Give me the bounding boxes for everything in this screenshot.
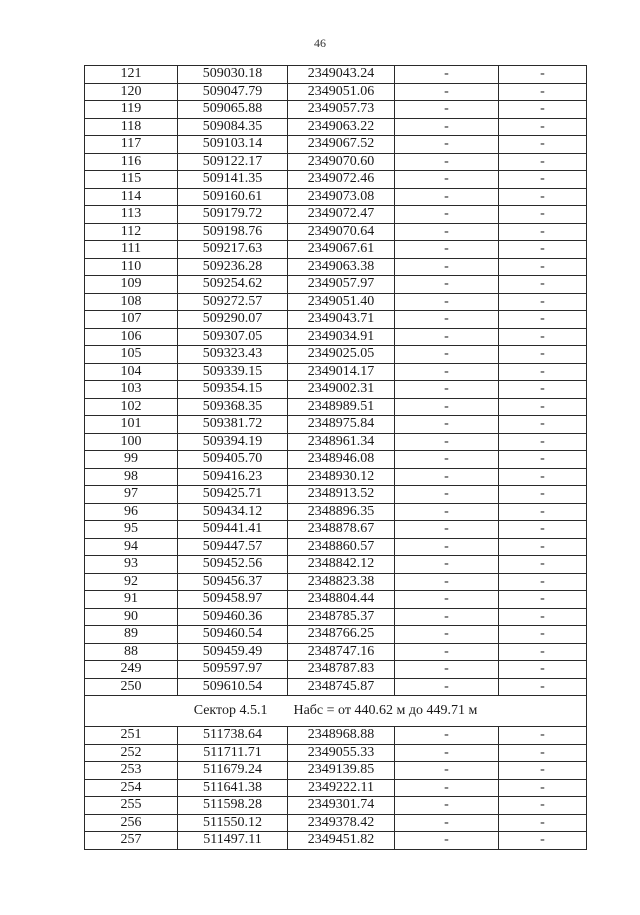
extra-col1-cell: - <box>395 744 499 762</box>
table-row <box>85 433 587 451</box>
extra-col1-cell: - <box>395 258 499 276</box>
x-coordinate-cell: 509084.35 <box>178 118 288 136</box>
x-coordinate-cell: 509394.19 <box>178 433 288 451</box>
extra-col1-cell: - <box>395 727 499 745</box>
y-coordinate-cell: 2348785.37 <box>288 608 395 626</box>
extra-col2-cell: - <box>499 311 587 329</box>
extra-col2-cell: - <box>499 101 587 119</box>
x-coordinate-cell: 509339.15 <box>178 363 288 381</box>
y-coordinate-cell: 2348913.52 <box>288 486 395 504</box>
table-row <box>85 591 587 609</box>
extra-col2-cell: - <box>499 643 587 661</box>
table-row <box>85 223 587 241</box>
table-row <box>85 258 587 276</box>
extra-col2-cell: - <box>499 556 587 574</box>
table-row <box>85 293 587 311</box>
extra-col2-cell: - <box>499 744 587 762</box>
y-coordinate-cell: 2348745.87 <box>288 678 395 696</box>
x-coordinate-cell: 509290.07 <box>178 311 288 329</box>
extra-col2-cell: - <box>499 591 587 609</box>
table-row <box>85 328 587 346</box>
extra-col1-cell: - <box>395 678 499 696</box>
table-row <box>85 797 587 815</box>
extra-col1-cell: - <box>395 206 499 224</box>
y-coordinate-cell: 2348930.12 <box>288 468 395 486</box>
y-coordinate-cell: 2348842.12 <box>288 556 395 574</box>
point-number-cell: 95 <box>85 521 178 539</box>
point-number-cell: 88 <box>85 643 178 661</box>
y-coordinate-cell: 2348975.84 <box>288 416 395 434</box>
y-coordinate-cell: 2349043.24 <box>288 66 395 84</box>
coordinates-table <box>84 65 587 850</box>
x-coordinate-cell: 509610.54 <box>178 678 288 696</box>
point-number-cell: 103 <box>85 381 178 399</box>
point-number-cell: 117 <box>85 136 178 154</box>
extra-col2-cell: - <box>499 608 587 626</box>
extra-col1-cell: - <box>395 398 499 416</box>
x-coordinate-cell: 511550.12 <box>178 814 288 832</box>
y-coordinate-cell: 2349057.73 <box>288 101 395 119</box>
table-row <box>85 727 587 745</box>
extra-col1-cell: - <box>395 171 499 189</box>
extra-col2-cell: - <box>499 814 587 832</box>
table-row <box>85 468 587 486</box>
x-coordinate-cell: 509047.79 <box>178 83 288 101</box>
point-number-cell: 112 <box>85 223 178 241</box>
table-row <box>85 171 587 189</box>
point-number-cell: 251 <box>85 727 178 745</box>
x-coordinate-cell: 509122.17 <box>178 153 288 171</box>
page-number: 46 <box>314 36 326 50</box>
table-row <box>85 608 587 626</box>
table-row <box>85 779 587 797</box>
extra-col1-cell: - <box>395 591 499 609</box>
extra-col2-cell: - <box>499 538 587 556</box>
extra-col2-cell: - <box>499 328 587 346</box>
y-coordinate-cell: 2349139.85 <box>288 762 395 780</box>
y-coordinate-cell: 2348989.51 <box>288 398 395 416</box>
extra-col2-cell: - <box>499 797 587 815</box>
table-row <box>85 276 587 294</box>
x-coordinate-cell: 509030.18 <box>178 66 288 84</box>
x-coordinate-cell: 511738.64 <box>178 727 288 745</box>
extra-col2-cell: - <box>499 486 587 504</box>
coordinates-table-body-bottom <box>85 727 587 850</box>
point-number-cell: 119 <box>85 101 178 119</box>
table-row <box>85 503 587 521</box>
table-row <box>85 573 587 591</box>
y-coordinate-cell: 2349034.91 <box>288 328 395 346</box>
extra-col1-cell: - <box>395 66 499 84</box>
point-number-cell: 257 <box>85 832 178 850</box>
table-row <box>85 66 587 84</box>
point-number-cell: 255 <box>85 797 178 815</box>
y-coordinate-cell: 2349063.38 <box>288 258 395 276</box>
x-coordinate-cell: 511711.71 <box>178 744 288 762</box>
extra-col2-cell: - <box>499 206 587 224</box>
table-row <box>85 451 587 469</box>
table-row <box>85 311 587 329</box>
extra-col2-cell: - <box>499 153 587 171</box>
extra-col2-cell: - <box>499 118 587 136</box>
x-coordinate-cell: 509272.57 <box>178 293 288 311</box>
extra-col2-cell: - <box>499 398 587 416</box>
point-number-cell: 102 <box>85 398 178 416</box>
extra-col1-cell: - <box>395 293 499 311</box>
point-number-cell: 256 <box>85 814 178 832</box>
extra-col1-cell: - <box>395 573 499 591</box>
table-row <box>85 101 587 119</box>
y-coordinate-cell: 2349073.08 <box>288 188 395 206</box>
extra-col2-cell: - <box>499 521 587 539</box>
extra-col1-cell: - <box>395 118 499 136</box>
y-coordinate-cell: 2349051.40 <box>288 293 395 311</box>
x-coordinate-cell: 511497.11 <box>178 832 288 850</box>
extra-col1-cell: - <box>395 433 499 451</box>
extra-col1-cell: - <box>395 136 499 154</box>
table-row <box>85 643 587 661</box>
y-coordinate-cell: 2348766.25 <box>288 626 395 644</box>
x-coordinate-cell: 509458.97 <box>178 591 288 609</box>
extra-col1-cell: - <box>395 814 499 832</box>
table-row <box>85 832 587 850</box>
y-coordinate-cell: 2348804.44 <box>288 591 395 609</box>
table-row <box>85 661 587 679</box>
table-row <box>85 538 587 556</box>
point-number-cell: 250 <box>85 678 178 696</box>
extra-col2-cell: - <box>499 171 587 189</box>
table-row <box>85 678 587 696</box>
extra-col1-cell: - <box>395 608 499 626</box>
point-number-cell: 249 <box>85 661 178 679</box>
y-coordinate-cell: 2348896.35 <box>288 503 395 521</box>
x-coordinate-cell: 509141.35 <box>178 171 288 189</box>
y-coordinate-cell: 2349222.11 <box>288 779 395 797</box>
y-coordinate-cell: 2348860.57 <box>288 538 395 556</box>
x-coordinate-cell: 509323.43 <box>178 346 288 364</box>
table-row <box>85 416 587 434</box>
extra-col1-cell: - <box>395 416 499 434</box>
extra-col1-cell: - <box>395 486 499 504</box>
x-coordinate-cell: 509198.76 <box>178 223 288 241</box>
y-coordinate-cell: 2349072.46 <box>288 171 395 189</box>
y-coordinate-cell: 2349063.22 <box>288 118 395 136</box>
extra-col1-cell: - <box>395 153 499 171</box>
point-number-cell: 91 <box>85 591 178 609</box>
x-coordinate-cell: 509217.63 <box>178 241 288 259</box>
point-number-cell: 108 <box>85 293 178 311</box>
y-coordinate-cell: 2348747.16 <box>288 643 395 661</box>
x-coordinate-cell: 509103.14 <box>178 136 288 154</box>
extra-col2-cell: - <box>499 573 587 591</box>
sector-row <box>85 696 587 727</box>
point-number-cell: 93 <box>85 556 178 574</box>
table-row <box>85 486 587 504</box>
point-number-cell: 114 <box>85 188 178 206</box>
point-number-cell: 115 <box>85 171 178 189</box>
extra-col2-cell: - <box>499 626 587 644</box>
point-number-cell: 100 <box>85 433 178 451</box>
extra-col2-cell: - <box>499 762 587 780</box>
y-coordinate-cell: 2348968.88 <box>288 727 395 745</box>
x-coordinate-cell: 509597.97 <box>178 661 288 679</box>
extra-col1-cell: - <box>395 468 499 486</box>
extra-col1-cell: - <box>395 797 499 815</box>
point-number-cell: 97 <box>85 486 178 504</box>
extra-col2-cell: - <box>499 346 587 364</box>
extra-col2-cell: - <box>499 66 587 84</box>
y-coordinate-cell: 2349014.17 <box>288 363 395 381</box>
extra-col2-cell: - <box>499 661 587 679</box>
point-number-cell: 98 <box>85 468 178 486</box>
table-row <box>85 363 587 381</box>
extra-col2-cell: - <box>499 293 587 311</box>
extra-col2-cell: - <box>499 832 587 850</box>
y-coordinate-cell: 2349067.52 <box>288 136 395 154</box>
y-coordinate-cell: 2348878.67 <box>288 521 395 539</box>
extra-col2-cell: - <box>499 433 587 451</box>
extra-col1-cell: - <box>395 328 499 346</box>
x-coordinate-cell: 509459.49 <box>178 643 288 661</box>
point-number-cell: 118 <box>85 118 178 136</box>
y-coordinate-cell: 2349301.74 <box>288 797 395 815</box>
table-row <box>85 346 587 364</box>
extra-col2-cell: - <box>499 416 587 434</box>
table-row <box>85 398 587 416</box>
x-coordinate-cell: 509236.28 <box>178 258 288 276</box>
x-coordinate-cell: 509416.23 <box>178 468 288 486</box>
extra-col2-cell: - <box>499 468 587 486</box>
sector-section <box>85 696 587 727</box>
table-row <box>85 83 587 101</box>
extra-col2-cell: - <box>499 779 587 797</box>
extra-col1-cell: - <box>395 223 499 241</box>
extra-col1-cell: - <box>395 101 499 119</box>
sector-cell <box>85 696 587 727</box>
table-row <box>85 814 587 832</box>
x-coordinate-cell: 509456.37 <box>178 573 288 591</box>
x-coordinate-cell: 509354.15 <box>178 381 288 399</box>
point-number-cell: 90 <box>85 608 178 626</box>
y-coordinate-cell: 2348961.34 <box>288 433 395 451</box>
point-number-cell: 253 <box>85 762 178 780</box>
point-number-cell: 254 <box>85 779 178 797</box>
extra-col1-cell: - <box>395 626 499 644</box>
extra-col2-cell: - <box>499 188 587 206</box>
extra-col2-cell: - <box>499 276 587 294</box>
x-coordinate-cell: 509460.36 <box>178 608 288 626</box>
y-coordinate-cell: 2349055.33 <box>288 744 395 762</box>
table-row <box>85 118 587 136</box>
extra-col1-cell: - <box>395 503 499 521</box>
point-number-cell: 121 <box>85 66 178 84</box>
extra-col2-cell: - <box>499 678 587 696</box>
point-number-cell: 120 <box>85 83 178 101</box>
y-coordinate-cell: 2349002.31 <box>288 381 395 399</box>
table-row <box>85 206 587 224</box>
sector-name: Сектор 4.5.1 <box>193 703 268 718</box>
extra-col1-cell: - <box>395 451 499 469</box>
x-coordinate-cell: 509447.57 <box>178 538 288 556</box>
x-coordinate-cell: 509425.71 <box>178 486 288 504</box>
x-coordinate-cell: 509254.62 <box>178 276 288 294</box>
y-coordinate-cell: 2349378.42 <box>288 814 395 832</box>
x-coordinate-cell: 509179.72 <box>178 206 288 224</box>
table-row <box>85 381 587 399</box>
y-coordinate-cell: 2349072.47 <box>288 206 395 224</box>
table-row <box>85 241 587 259</box>
sector-height-range: Набс = от 440.62 м до 449.71 м <box>293 703 478 718</box>
x-coordinate-cell: 509160.61 <box>178 188 288 206</box>
coordinates-table-body-top <box>85 66 587 696</box>
extra-col1-cell: - <box>395 363 499 381</box>
y-coordinate-cell: 2348787.83 <box>288 661 395 679</box>
point-number-cell: 106 <box>85 328 178 346</box>
y-coordinate-cell: 2349067.61 <box>288 241 395 259</box>
extra-col1-cell: - <box>395 661 499 679</box>
x-coordinate-cell: 509434.12 <box>178 503 288 521</box>
table-row <box>85 136 587 154</box>
extra-col1-cell: - <box>395 832 499 850</box>
extra-col1-cell: - <box>395 188 499 206</box>
y-coordinate-cell: 2349451.82 <box>288 832 395 850</box>
extra-col2-cell: - <box>499 503 587 521</box>
extra-col1-cell: - <box>395 556 499 574</box>
extra-col1-cell: - <box>395 643 499 661</box>
point-number-cell: 89 <box>85 626 178 644</box>
extra-col2-cell: - <box>499 136 587 154</box>
extra-col2-cell: - <box>499 381 587 399</box>
point-number-cell: 94 <box>85 538 178 556</box>
point-number-cell: 111 <box>85 241 178 259</box>
y-coordinate-cell: 2348823.38 <box>288 573 395 591</box>
extra-col1-cell: - <box>395 311 499 329</box>
point-number-cell: 96 <box>85 503 178 521</box>
x-coordinate-cell: 509307.05 <box>178 328 288 346</box>
extra-col1-cell: - <box>395 779 499 797</box>
x-coordinate-cell: 511679.24 <box>178 762 288 780</box>
y-coordinate-cell: 2349043.71 <box>288 311 395 329</box>
point-number-cell: 101 <box>85 416 178 434</box>
point-number-cell: 107 <box>85 311 178 329</box>
extra-col2-cell: - <box>499 241 587 259</box>
extra-col2-cell: - <box>499 258 587 276</box>
extra-col2-cell: - <box>499 451 587 469</box>
y-coordinate-cell: 2348946.08 <box>288 451 395 469</box>
x-coordinate-cell: 509065.88 <box>178 101 288 119</box>
point-number-cell: 252 <box>85 744 178 762</box>
y-coordinate-cell: 2349070.60 <box>288 153 395 171</box>
table-row <box>85 626 587 644</box>
table-row <box>85 556 587 574</box>
x-coordinate-cell: 509381.72 <box>178 416 288 434</box>
table-row <box>85 188 587 206</box>
point-number-cell: 104 <box>85 363 178 381</box>
point-number-cell: 92 <box>85 573 178 591</box>
x-coordinate-cell: 511641.38 <box>178 779 288 797</box>
point-number-cell: 116 <box>85 153 178 171</box>
x-coordinate-cell: 511598.28 <box>178 797 288 815</box>
x-coordinate-cell: 509405.70 <box>178 451 288 469</box>
extra-col1-cell: - <box>395 538 499 556</box>
point-number-cell: 109 <box>85 276 178 294</box>
extra-col1-cell: - <box>395 762 499 780</box>
table-row <box>85 521 587 539</box>
x-coordinate-cell: 509441.41 <box>178 521 288 539</box>
x-coordinate-cell: 509452.56 <box>178 556 288 574</box>
y-coordinate-cell: 2349057.97 <box>288 276 395 294</box>
y-coordinate-cell: 2349070.64 <box>288 223 395 241</box>
extra-col2-cell: - <box>499 363 587 381</box>
point-number-cell: 99 <box>85 451 178 469</box>
x-coordinate-cell: 509460.54 <box>178 626 288 644</box>
point-number-cell: 110 <box>85 258 178 276</box>
point-number-cell: 105 <box>85 346 178 364</box>
extra-col1-cell: - <box>395 83 499 101</box>
table-row <box>85 153 587 171</box>
extra-col1-cell: - <box>395 346 499 364</box>
extra-col2-cell: - <box>499 83 587 101</box>
y-coordinate-cell: 2349051.06 <box>288 83 395 101</box>
extra-col1-cell: - <box>395 241 499 259</box>
extra-col1-cell: - <box>395 521 499 539</box>
extra-col1-cell: - <box>395 381 499 399</box>
point-number-cell: 113 <box>85 206 178 224</box>
y-coordinate-cell: 2349025.05 <box>288 346 395 364</box>
table-row <box>85 744 587 762</box>
table-row <box>85 762 587 780</box>
x-coordinate-cell: 509368.35 <box>178 398 288 416</box>
extra-col2-cell: - <box>499 223 587 241</box>
extra-col1-cell: - <box>395 276 499 294</box>
extra-col2-cell: - <box>499 727 587 745</box>
